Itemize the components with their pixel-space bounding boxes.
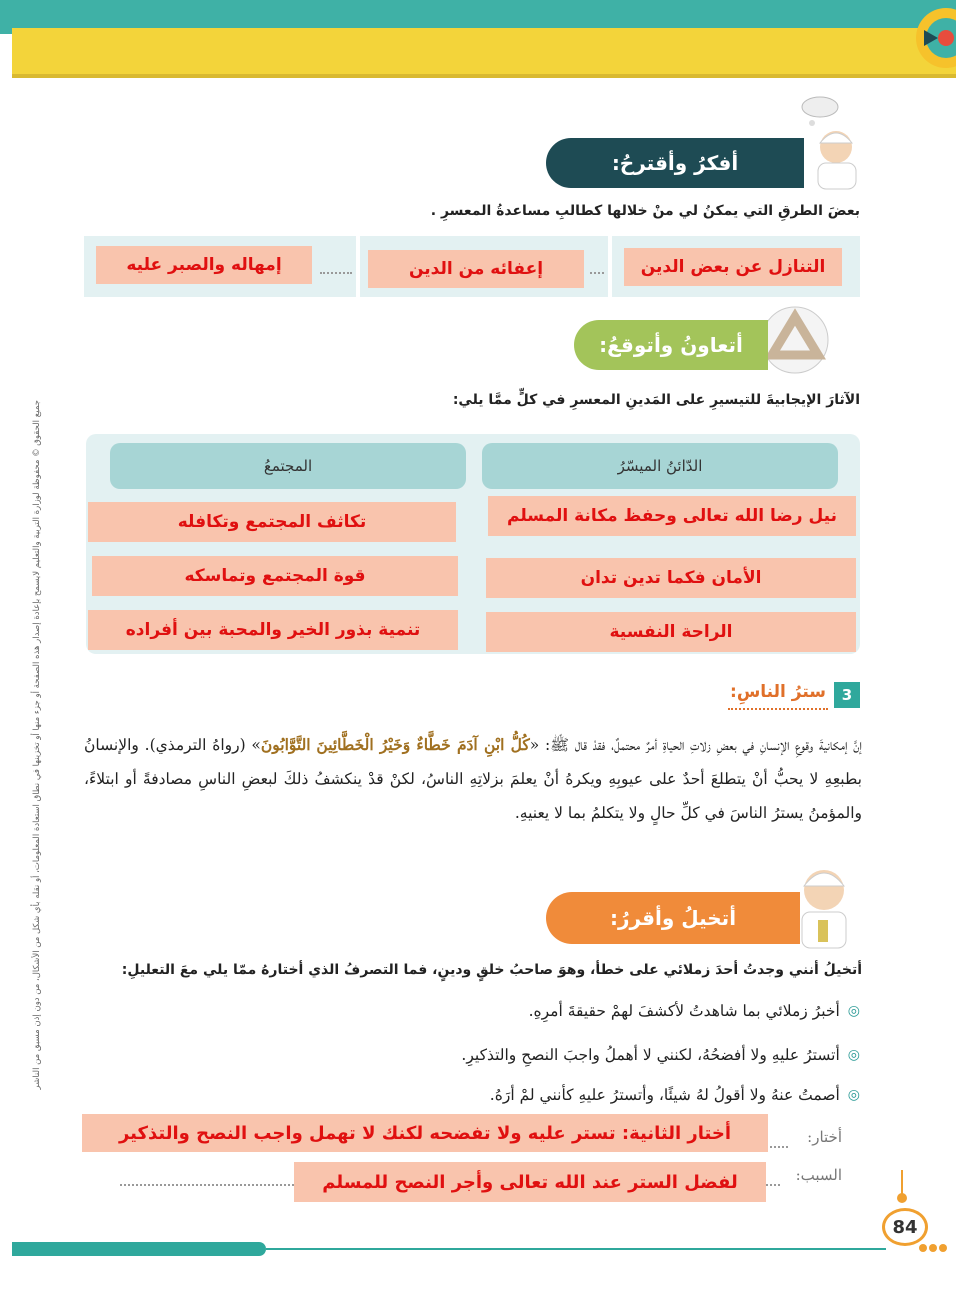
- imagine-title: أتخيلُ وأقررُ:: [609, 906, 737, 930]
- option-item[interactable]: [300, 1002, 860, 1020]
- hadith-text: التَّوَّابُونَ: [260, 735, 311, 754]
- footer-line: [266, 1248, 886, 1250]
- lamp-ornament-icon: [892, 1170, 912, 1210]
- option-item[interactable]: [300, 1046, 860, 1064]
- paragraph-text: » (رواهُ الترمذي). والإنسانُ بطبعِهِ لا يحبُّ أنْ يتطلعَ أحدٌ على عيوبِهِ ويكرهُ أنْ يعلمَ بزلاتِهِ الناسُ،: [84, 736, 862, 788]
- dotted-line: [590, 272, 604, 274]
- choice-answer[interactable]: أختار الثانية: تستر عليه ولا تفضحه لكنك لا تهمل واجب النصح والتذكير: [82, 1114, 768, 1152]
- creditor-answer[interactable]: نيل رضا الله تعالى وحفظ مكانة المسلم: [488, 496, 856, 536]
- reason-label: السبب:: [795, 1166, 842, 1184]
- society-answer[interactable]: تكاثف المجتمع وتكافله: [88, 502, 456, 542]
- think-suggest-title: أفكرُ وأقترحُ:: [611, 151, 739, 175]
- society-header: المجتمعُ: [110, 443, 466, 489]
- paragraph-text: لكنْ قدْ ينكشفُ ذلكَ لبعضِ الناسِ مصادفةً أو ابتلاءً، والمؤمنُ يسترُ الناسَ في كلِّ حالٍ ولا يتكلمُ بما لا يعنيهِ.: [84, 770, 862, 822]
- think-suggest-banner: [546, 138, 804, 188]
- student-thinking-icon: [800, 95, 862, 190]
- covering-paragraph: [84, 728, 862, 838]
- bullet-icon: ◎: [847, 1047, 860, 1063]
- choose-label: أختار:: [807, 1128, 842, 1146]
- answer-box[interactable]: إعفائه من الدين: [368, 250, 584, 288]
- hadith-text: كُلُّ ابْنِ آدَمَ خَطَّاءٌ وَخَيْرُ الْخَطَّائِينَ: [316, 735, 530, 754]
- cooperate-prompt: الآثارَ الإيجابيةَ للتيسيرِ على المَدينِ المعسرِ في كلٍّ ممَّا يلي:: [452, 392, 860, 408]
- footer-bar: [12, 1242, 266, 1256]
- option-text: أخبرُ زملائي بما شاهدتُ لأكشفَ لهمْ حقيقةَ أمرِهِ.: [528, 1002, 840, 1020]
- divider: [356, 236, 360, 297]
- title-underline: [728, 708, 828, 710]
- society-answer[interactable]: تنمية بذور الخير والمحبة بين أفراده: [88, 610, 458, 650]
- society-answer[interactable]: قوة المجتمع وتماسكه: [92, 556, 458, 596]
- answer-box[interactable]: التنازل عن بعض الدين: [624, 248, 842, 286]
- answer-box[interactable]: إمهاله والصبر عليه: [96, 246, 312, 284]
- dots-ornament-icon: [918, 1242, 952, 1254]
- dotted-line: [120, 1184, 294, 1186]
- reason-answer[interactable]: لفضل الستر عند الله تعالى وأجر النصح للمسلم: [294, 1162, 766, 1202]
- think-prompt: بعضَ الطرقِ التي يمكنُ لي منْ خلالها كطالبِ مساعدةُ المعسرِ .: [430, 203, 860, 219]
- cooperate-banner: [574, 320, 768, 370]
- dotted-line: [766, 1184, 780, 1186]
- bullet-icon: ◎: [847, 1087, 860, 1103]
- paragraph-text: إنَّ إمكانيةَ وقوعِ الإنسانِ في بعضِ زلاتِ الحياةِ أمرٌ محتملٌ، فقدْ قال ﷺ: «: [529, 736, 862, 754]
- option-text: أصمتُ عنهُ ولا أقولُ لهُ شيئًا، وأتسترُ عليهِ كأنني لمْ أرَهُ.: [489, 1086, 840, 1104]
- bullet-icon: ◎: [847, 1003, 860, 1019]
- option-item[interactable]: [300, 1086, 860, 1104]
- page-number: 84: [882, 1208, 928, 1246]
- creditor-header: الدّائنُ الميسّرُ: [482, 443, 838, 489]
- dotted-line: [766, 1146, 788, 1148]
- option-text: أتسترُ عليهِ ولا أفضحُهُ، لكنني لا أهملُ واجبَ النصحِ والتذكيرِ.: [461, 1046, 840, 1064]
- divider: [608, 236, 612, 297]
- section-number: 3: [834, 682, 860, 708]
- creditor-answer[interactable]: الراحة النفسية: [486, 612, 856, 652]
- imagine-banner: [546, 892, 800, 944]
- cooperate-title: أتعاونُ وأتوقعُ:: [599, 333, 743, 357]
- copyright-note: جميع الحقوق © محفوظة لوزارة التربية والتعليم لايسمح بإعادة إصدار هذه الصفحة أو جزء منها أو تخزينها في نطاق استعادة المعلومات، أو نقله بأي شكل من الأشكال، من دون إذن مسبق من الناشر: [32, 400, 42, 1090]
- covering-title: سترُ الناسِ:: [730, 682, 826, 702]
- creditor-answer[interactable]: الأمان فكما تدين تدان: [486, 558, 856, 598]
- student-imagining-icon: [790, 858, 858, 950]
- dotted-line: [320, 272, 352, 274]
- header-yellow-band: [12, 28, 956, 78]
- star-ornament-icon: [906, 0, 956, 80]
- imagine-prompt: أتخيلُ أنني وجدتُ أحدَ زملائي على خطأ، وهوَ صاحبُ خلقٍ ودينٍ، فما التصرفُ الذي أختارهُ ممّا يلي معَ التعليلِ:: [121, 962, 862, 978]
- cooperation-hands-icon: [760, 305, 830, 375]
